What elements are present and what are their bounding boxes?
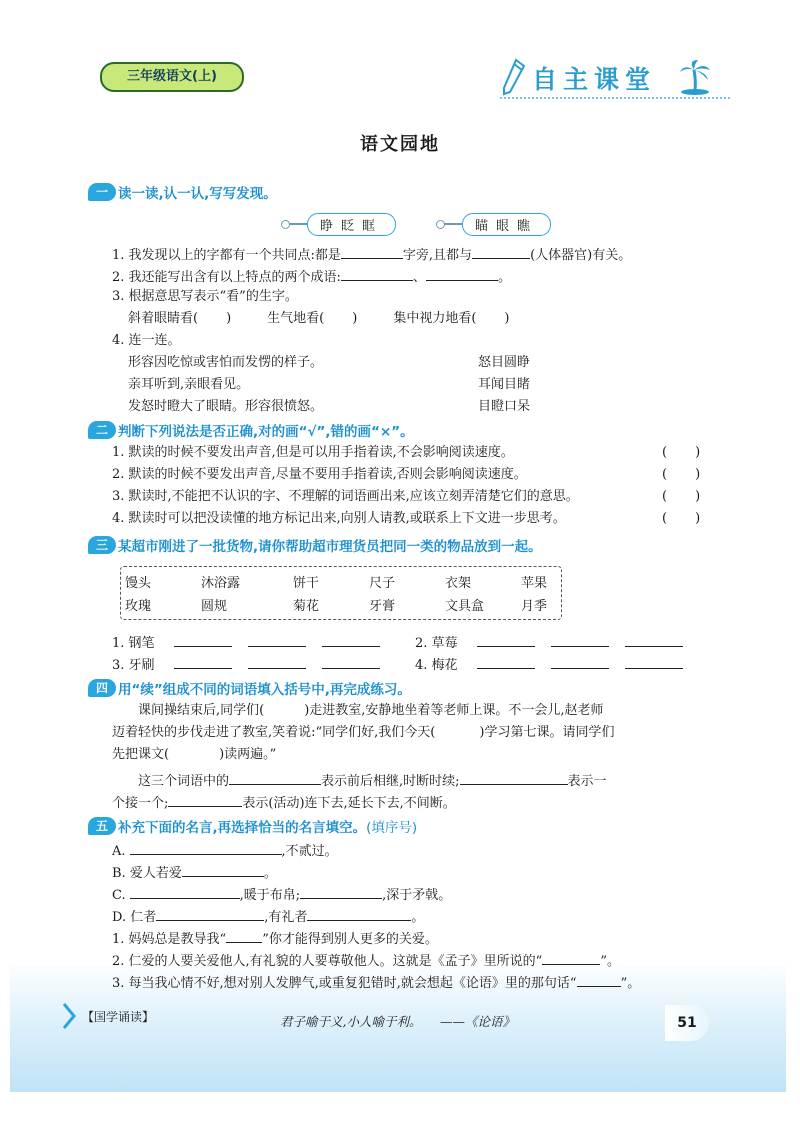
goods-row-2 [121,595,561,617]
goods-item: 圆规 [201,599,228,614]
match-left-1[interactable]: 形容因吃惊或害怕而发愣的样子。 [128,355,324,370]
answer-blank[interactable] [174,632,232,647]
page-title: 语文园地 [360,134,440,155]
answer-blank[interactable] [472,244,530,259]
answer-blank[interactable] [341,266,413,281]
char-tag-1 [285,213,396,235]
s2-item-3: 3. 默读时,不能把不认识的字、不理解的词语画出来,应该立刻弄清楚它们的意思。 [112,489,579,504]
answer-blank[interactable] [625,632,683,647]
goods-item: 月季 [521,599,548,614]
section-3-heading [88,535,542,555]
char-tag-2-text: 瞄眼瞧 [462,213,551,236]
s5-q2: 2. 仁爱的人要关爱他人,有礼貌的人要尊敬他人。这就是《孟子》里所说的“ ”。 [112,950,620,971]
answer-blank[interactable] [130,840,282,855]
judge-box-4[interactable]: ( ) [662,511,701,526]
section-2-heading [88,420,414,440]
goods-item: 尺子 [369,576,396,591]
goods-item: 文具盒 [445,599,485,614]
goods-item: 衣架 [445,576,472,591]
s5-q1: 1. 妈妈总是教导我“ ”你才能得到别人更多的关爱。 [112,928,438,949]
section-4-badge: 四 [88,679,116,697]
answer-blank[interactable] [174,654,232,669]
palm-tree-icon [678,58,712,96]
s4-para-line-5: 个接一个; 表示(活动)连下去,延长下去,不间断。 [112,792,456,813]
answer-blank[interactable] [542,950,600,965]
pin-icon [440,223,462,225]
section-2-title: 判断下列说法是否正确,对的画“√”,错的画“×”。 [118,424,414,440]
category-row-3: 3. 牙刷 [112,654,380,675]
answer-blank[interactable] [477,632,535,647]
answer-blank[interactable] [625,654,683,669]
category-row-2: 2. 草莓 [415,632,683,653]
s5-q3: 3. 每当我心情不好,想对别人发脾气,或重复犯错时,就会想起《论语》里的那句话“ ”。 [112,972,640,993]
section-5-badge: 五 [88,817,116,835]
footer-quote: 君子喻于义,小人喻于利。 [280,1014,422,1029]
goods-box [120,566,562,620]
answer-blank[interactable] [551,632,609,647]
answer-blank[interactable] [130,884,240,899]
footer-source: ——《论语》 [440,1014,516,1029]
section-2-badge: 二 [88,421,116,439]
answer-blank[interactable] [168,792,242,807]
section-4-title: 用“续”组成不同的词语填入括号中,再完成练习。 [118,682,411,698]
s1-q3: 3. 根据意思写表示“看”的生字。 [112,289,298,304]
goods-item: 馒头 [125,576,152,591]
chevron-right-icon [62,1002,76,1030]
answer-blank[interactable] [307,906,411,921]
section-3-badge: 三 [88,536,116,554]
quote-d: D. 仁者 ,有礼者 。 [112,906,424,927]
s2-item-1: 1. 默读的时候不要发出声音,但是可以用手指着读,不会影响阅读速度。 [112,445,514,460]
char-tag-2 [440,213,551,235]
s1-q4: 4. 连一连。 [112,333,181,348]
section-1-badge: 一 [88,183,116,201]
match-right-3[interactable]: 目瞪口呆 [478,399,531,414]
grade-label: 三年级语文(上) [100,62,244,92]
section-5-heading [88,816,417,836]
quote-a: A. ,不贰过。 [112,840,338,861]
page-number: 51 [665,1005,709,1041]
section-1-title: 读一读,认一认,写写发现。 [118,186,277,202]
goods-item: 菊花 [293,599,320,614]
answer-blank[interactable] [248,632,306,647]
goods-item: 牙膏 [369,599,396,614]
pencil-icon [500,58,526,98]
s1-q2: 2. 我还能写出含有以上特点的两个成语: 、 。 [112,266,511,287]
answer-blank[interactable] [156,906,264,921]
brand-title: 自主课堂 [532,65,657,94]
footer-tag: 【国学诵读】 [82,1010,155,1024]
answer-blank[interactable] [182,862,264,877]
answer-blank[interactable] [229,770,321,785]
s2-item-2: 2. 默读的时候不要发出声音,尽量不要用手指着读,否则会影响阅读速度。 [112,467,527,482]
judge-box-1[interactable]: ( ) [662,445,701,460]
goods-item: 饼干 [293,576,320,591]
answer-blank[interactable] [460,770,568,785]
goods-row-1 [121,572,561,594]
pin-icon [285,223,307,225]
answer-blank[interactable] [551,654,609,669]
s4-para-line-4: 这三个词语中的 表示前后相继,时断时续; 表示一 [138,770,607,791]
answer-blank[interactable] [426,266,498,281]
answer-blank[interactable] [300,884,382,899]
match-right-2[interactable]: 耳闻目睹 [478,377,531,392]
goods-item: 苹果 [521,576,548,591]
s4-para-line-1: 课间操结束后,同学们( )走进教室,安静地坐着等老师上课。不一会儿,赵老师 [138,703,604,718]
s4-para-line-3: 先把课文( )读两遍。” [112,747,277,762]
match-left-3[interactable]: 发怒时瞪大了眼睛。形容很愤怒。 [128,399,324,414]
answer-blank[interactable] [226,928,262,943]
quote-c: C. ,暖于布帛; ,深于矛戟。 [112,884,451,905]
section-4-heading [88,678,411,698]
answer-blank[interactable] [322,654,380,669]
brand-logo [500,58,725,98]
s2-item-4: 4. 默读时可以把没读懂的地方标记出来,向别人请教,或联系上下文进一步思考。 [112,511,566,526]
answer-blank[interactable] [577,972,621,987]
judge-box-2[interactable]: ( ) [662,467,701,482]
section-5-note: (填序号) [366,820,418,836]
judge-box-3[interactable]: ( ) [662,489,701,504]
section-1-heading [88,182,277,202]
section-3-title: 某超市刚进了一批货物,请你帮助超市理货员把同一类的物品放到一起。 [118,539,542,555]
quote-b: B. 爱人若爱 。 [112,862,277,883]
category-row-1: 1. 钢笔 [112,632,380,653]
match-right-1[interactable]: 怒目圆睁 [478,355,531,370]
answer-blank[interactable] [477,654,535,669]
s1-q3-items: 斜着眼睛看( ) 生气地看( ) 集中视力地看( ) [128,311,510,326]
answer-blank[interactable] [341,244,403,259]
goods-item: 玫瑰 [125,599,152,614]
brand-dotted-line [500,97,730,99]
section-5-title: 补充下面的名言,再选择恰当的名言填空。 [118,820,367,836]
match-left-2[interactable]: 亲耳听到,亲眼看见。 [128,377,250,392]
category-row-4: 4. 梅花 [415,654,683,675]
char-tag-1-text: 睁眨眶 [307,213,396,236]
goods-item: 沐浴露 [201,576,241,591]
s1-q1: 1. 我发现以上的字都有一个共同点:都是 字旁,且都与 (人体器官)有关。 [112,244,631,265]
answer-blank[interactable] [322,632,380,647]
answer-blank[interactable] [248,654,306,669]
s4-para-line-2: 迈着轻快的步伐走进了教室,笑着说:“同学们好,我们今天( )学习第七课。请同学们 [112,725,615,740]
